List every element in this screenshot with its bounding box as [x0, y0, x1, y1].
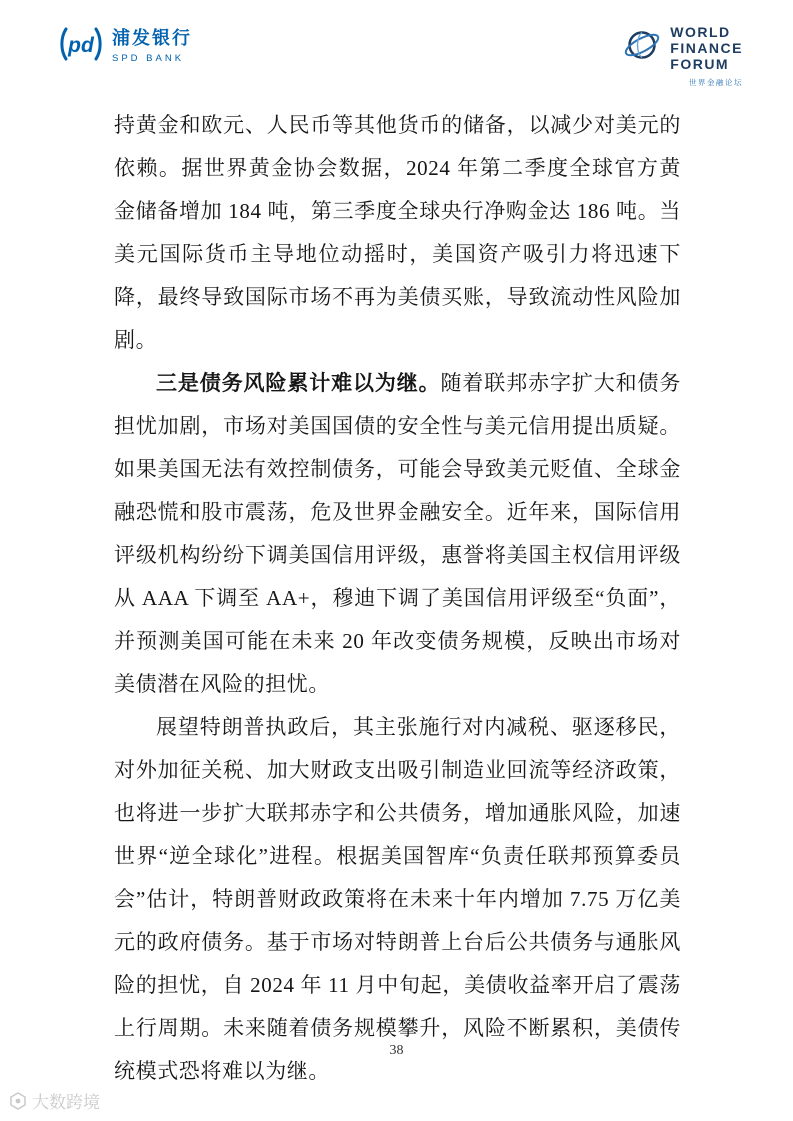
paragraph-text: 持黄金和欧元、人民币等其他货币的储备，以减少对美元的依赖。据世界黄金协会数据，2024 年第二季度全球官方黄金储备增加 184 吨，第三季度全球央行净购金达 186 吨。当美元国际货币主导地位动摇时，美国资产吸引力将迅速下降，最终导致国际市场不再为美债买账，导致流动性风险加剧。: [114, 113, 681, 352]
wff-subtitle-cn: 世界金融论坛: [689, 78, 743, 87]
document-body: [114, 104, 681, 1093]
spd-bank-icon: [58, 25, 104, 63]
paragraph: [114, 362, 681, 706]
wff-word-world: WORLD: [670, 24, 731, 40]
wff-word-forum: FORUM: [670, 56, 730, 72]
paragraph: [114, 104, 681, 362]
watermark: [8, 1088, 100, 1113]
page-header: [58, 24, 743, 91]
watermark-icon: [8, 1091, 28, 1111]
wff-word-finance: FINANCE: [670, 40, 743, 56]
page-number: 38: [389, 1043, 404, 1058]
spd-bank-name-en: SPD BANK: [112, 53, 185, 64]
wff-globe-icon: [622, 24, 662, 64]
paragraph-bold-lead: 三是债务风险累计难以为继。: [156, 371, 441, 395]
svg-text:pd: pd: [68, 34, 94, 57]
watermark-text: 大数跨境: [32, 1093, 100, 1112]
world-finance-forum-logo: [622, 24, 743, 91]
paragraph-text: 随着联邦赤字扩大和债务担忧加剧，市场对美国国债的安全性与美元信用提出质疑。如果美国无法有效控制债务，可能会导致美元贬值、全球金融恐慌和股市震荡，危及世界金融安全。近年来，国际信用评级机构纷纷下调美国信用评级，惠誉将美国主权信用评级从 AAA 下调至 AA+，穆迪下调了美国信用评级至“负面”，并预测美国可能在未来 20 年改变债务规模，反映出市场对美债潜在风险的担忧。: [114, 371, 681, 696]
paragraph: [114, 706, 681, 1093]
paragraph-text: 展望特朗普执政后，其主张施行对内减税、驱逐移民，对外加征关税、加大财政支出吸引制造业回流等经济政策，也将进一步扩大联邦赤字和公共债务，增加通胀风险，加速世界“逆全球化”进程。根据美国智库“负责任联邦预算委员会”估计，特朗普财政政策将在未来十年内增加 7.75 万亿美元的政府债务。基于市场对特朗普上台后公共债务与通胀风险的担忧，自 2024 年 11 月中旬起，美债收益率开启了震荡上行周期。未来随着债务规模攀升，风险不断累积，美债传统模式恐将难以为继。: [114, 715, 681, 1083]
wff-wordmark: [670, 24, 743, 91]
spd-bank-wordmark: [112, 24, 192, 64]
spd-bank-name-cn: 浦发银行: [112, 28, 192, 48]
spd-bank-logo: [58, 24, 192, 64]
